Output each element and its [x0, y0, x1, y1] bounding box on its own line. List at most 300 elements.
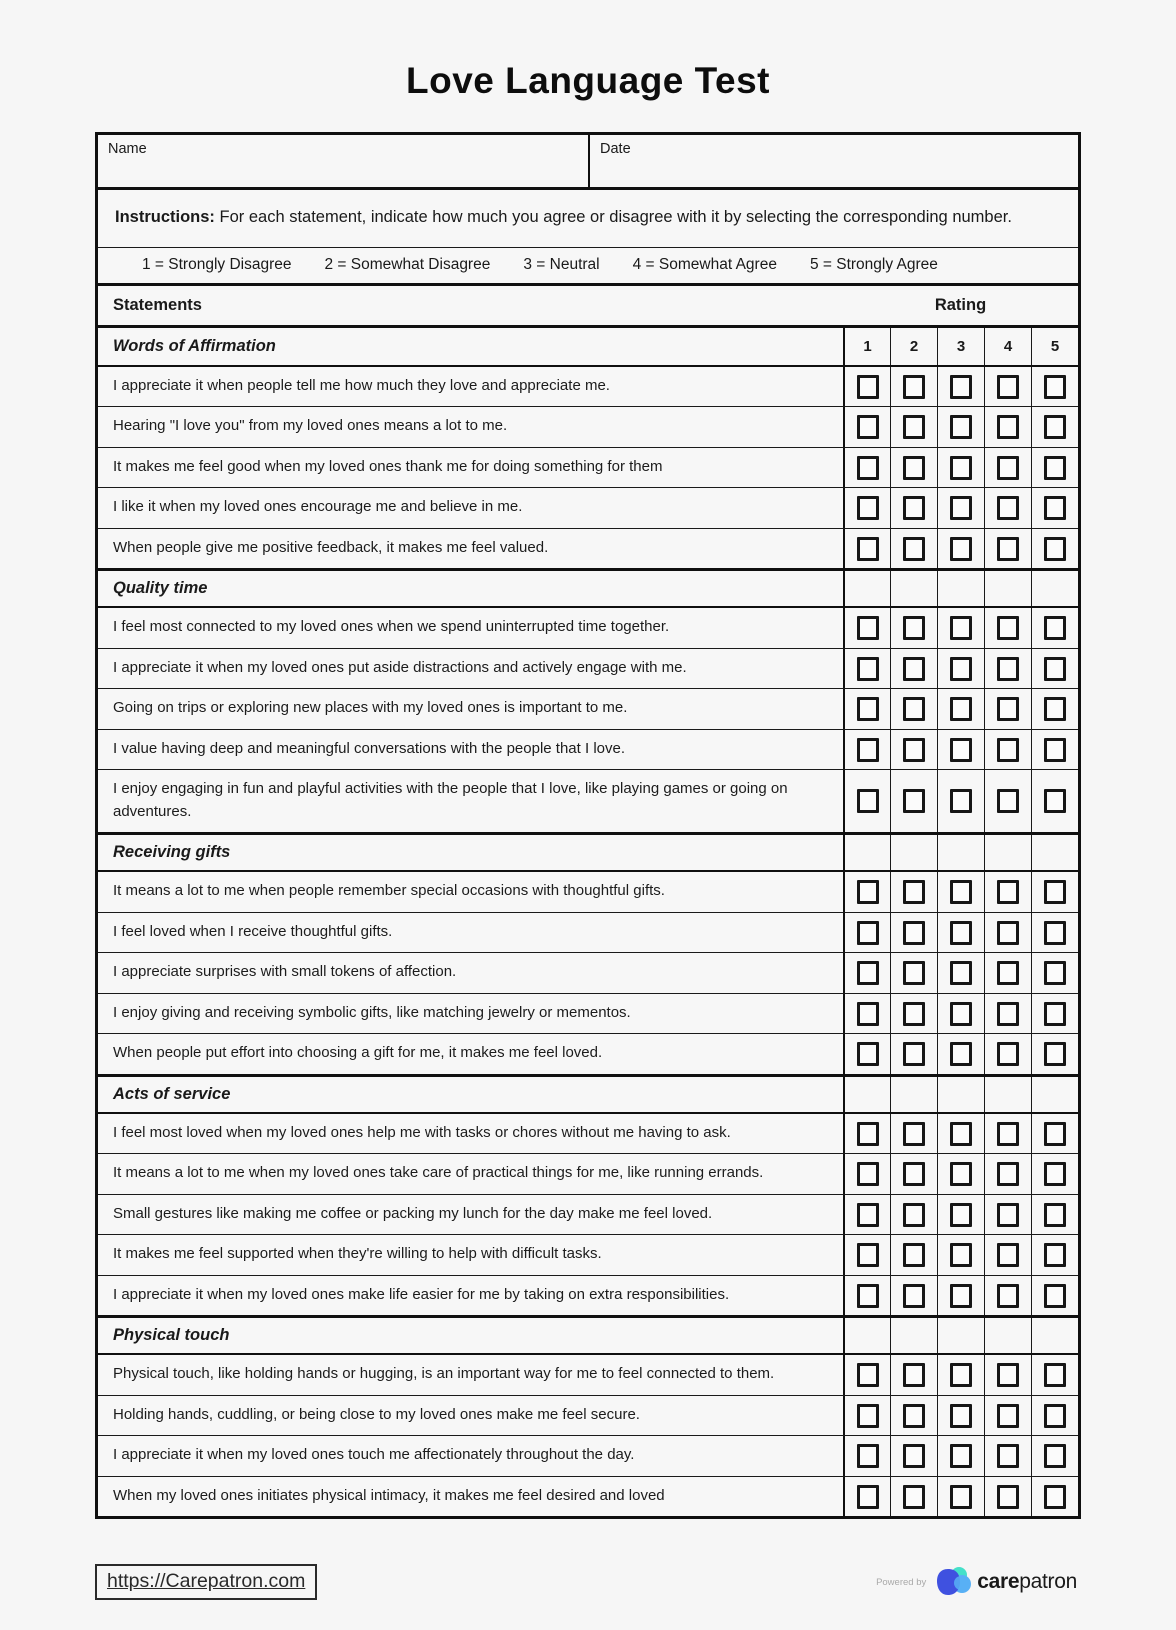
date-label: Date [600, 141, 631, 157]
rating-checkbox-4[interactable] [997, 1162, 1019, 1186]
rating-cell [890, 1396, 937, 1436]
rating-cell [984, 1276, 1031, 1316]
rating-checkbox-4[interactable] [997, 1363, 1019, 1387]
rating-cell [843, 1355, 890, 1395]
statement-text: I appreciate it when people tell me how much they love and appreciate me. [113, 376, 610, 394]
rating-checkbox-5[interactable] [1044, 415, 1066, 439]
statement-text: I appreciate it when my loved ones make life easier for me by taking on extra responsibilities. [113, 1285, 730, 1303]
statements-table-body [98, 328, 1078, 1517]
rating-checkbox-5[interactable] [1044, 1122, 1066, 1146]
statement-text: Holding hands, cuddling, or being close to my loved ones make me feel secure. [113, 1405, 640, 1423]
rating-cell [1031, 689, 1078, 729]
rating-cell [1031, 730, 1078, 770]
rating-cell [937, 608, 984, 648]
rating-cell [984, 872, 1031, 912]
rating-checkbox-2[interactable] [903, 1444, 925, 1468]
rating-checkbox-2[interactable] [903, 1243, 925, 1267]
rating-checkbox-4[interactable] [997, 1404, 1019, 1428]
rating-checkbox-3[interactable] [950, 375, 972, 399]
rating-cell [937, 407, 984, 447]
rating-cell [984, 608, 1031, 648]
rating-empty-cell [937, 835, 984, 870]
rating-checkbox-1[interactable] [857, 880, 879, 904]
rating-cell [984, 1355, 1031, 1395]
rating-cell [937, 448, 984, 488]
rating-checkbox-2[interactable] [903, 537, 925, 561]
rating-checkbox-5[interactable] [1044, 496, 1066, 520]
statement-text: Small gestures like making me coffee or packing my lunch for the day make me feel loved. [113, 1204, 713, 1222]
rating-cell [984, 488, 1031, 528]
rating-checkbox-3[interactable] [950, 880, 972, 904]
rating-cell [984, 1114, 1031, 1154]
rating-cell [984, 649, 1031, 689]
rating-number-header: 3 [937, 328, 984, 365]
rating-number-header: 1 [843, 328, 890, 365]
rating-cell [890, 367, 937, 407]
rating-checkbox-1[interactable] [857, 1002, 879, 1026]
name-label: Name [108, 141, 147, 157]
statement-row [98, 1194, 1078, 1235]
rating-cell [890, 1195, 937, 1235]
statement-row [98, 528, 1078, 569]
statement-text: It makes me feel good when my loved ones thank me for doing something for them [113, 457, 663, 475]
rating-checkbox-5[interactable] [1044, 1002, 1066, 1026]
section-title: Acts of service [113, 1084, 231, 1103]
rating-cell [937, 913, 984, 953]
rating-checkbox-2[interactable] [903, 415, 925, 439]
rating-checkbox-4[interactable] [997, 616, 1019, 640]
rating-checkbox-4[interactable] [997, 880, 1019, 904]
rating-checkbox-5[interactable] [1044, 1042, 1066, 1066]
rating-cell [843, 529, 890, 569]
rating-checkbox-5[interactable] [1044, 1243, 1066, 1267]
statement-row [98, 912, 1078, 953]
rating-cell [1031, 1436, 1078, 1476]
rating-cell [1031, 649, 1078, 689]
rating-cell [890, 1034, 937, 1074]
rating-checkbox-5[interactable] [1044, 880, 1066, 904]
rating-checkbox-5[interactable] [1044, 375, 1066, 399]
rating-cell [843, 1235, 890, 1275]
rating-cell [984, 1195, 1031, 1235]
rating-number-header: 4 [984, 328, 1031, 365]
rating-cell [984, 407, 1031, 447]
rating-checkbox-3[interactable] [950, 697, 972, 721]
statement-row [98, 487, 1078, 528]
rating-checkbox-5[interactable] [1044, 697, 1066, 721]
rating-cell [984, 953, 1031, 993]
rating-checkbox-4[interactable] [997, 1002, 1019, 1026]
statement-row [98, 1275, 1078, 1316]
rating-checkbox-1[interactable] [857, 1485, 879, 1509]
rating-checkbox-1[interactable] [857, 1363, 879, 1387]
rating-cell [843, 872, 890, 912]
carepatron-wordmark: carepatron [977, 1570, 1077, 1594]
rating-checkbox-5[interactable] [1044, 1203, 1066, 1227]
rating-checkbox-3[interactable] [950, 921, 972, 945]
rating-checkbox-1[interactable] [857, 1203, 879, 1227]
rating-cell [937, 994, 984, 1034]
statement-row [98, 1112, 1078, 1154]
rating-checkbox-5[interactable] [1044, 1404, 1066, 1428]
rating-cell [890, 1154, 937, 1194]
rating-cell [843, 1477, 890, 1517]
rating-cell [937, 1235, 984, 1275]
rating-checkbox-1[interactable] [857, 657, 879, 681]
rating-checkbox-2[interactable] [903, 1042, 925, 1066]
rating-checkbox-1[interactable] [857, 456, 879, 480]
rating-cell [937, 1436, 984, 1476]
rating-checkbox-1[interactable] [857, 537, 879, 561]
rating-checkbox-3[interactable] [950, 456, 972, 480]
rating-checkbox-3[interactable] [950, 415, 972, 439]
rating-checkbox-4[interactable] [997, 1122, 1019, 1146]
rating-checkbox-4[interactable] [997, 456, 1019, 480]
rating-checkbox-2[interactable] [903, 657, 925, 681]
rating-checkbox-5[interactable] [1044, 789, 1066, 813]
powered-by-block [876, 1566, 1081, 1598]
rating-empty-cell [937, 571, 984, 606]
statement-row [98, 1234, 1078, 1275]
section-header-row [98, 568, 1078, 606]
rating-cell [937, 529, 984, 569]
rating-cell [1031, 608, 1078, 648]
rating-checkbox-5[interactable] [1044, 657, 1066, 681]
statement-row [98, 648, 1078, 689]
rating-checkbox-3[interactable] [950, 1162, 972, 1186]
statement-row [98, 406, 1078, 447]
instructions-label: Instructions: [115, 208, 215, 226]
rating-checkbox-4[interactable] [997, 375, 1019, 399]
rating-checkbox-4[interactable] [997, 657, 1019, 681]
rating-cell [1031, 407, 1078, 447]
name-field[interactable] [98, 135, 588, 187]
rating-checkbox-3[interactable] [950, 616, 972, 640]
rating-cell [843, 1436, 890, 1476]
rating-checkbox-1[interactable] [857, 415, 879, 439]
name-date-row [98, 135, 1078, 190]
rating-cell [937, 488, 984, 528]
rating-checkbox-1[interactable] [857, 921, 879, 945]
rating-checkbox-2[interactable] [903, 1404, 925, 1428]
rating-checkbox-4[interactable] [997, 697, 1019, 721]
rating-cell [1031, 1034, 1078, 1074]
rating-checkbox-2[interactable] [903, 456, 925, 480]
rating-cell [1031, 913, 1078, 953]
rating-checkbox-2[interactable] [903, 1162, 925, 1186]
rating-cell [937, 689, 984, 729]
rating-checkbox-1[interactable] [857, 616, 879, 640]
rating-cell [1031, 448, 1078, 488]
rating-empty-cell [890, 571, 937, 606]
rating-checkbox-1[interactable] [857, 1162, 879, 1186]
rating-cell [843, 994, 890, 1034]
rating-cell [890, 1355, 937, 1395]
section-title: Receiving gifts [113, 843, 231, 862]
rating-checkbox-4[interactable] [997, 1203, 1019, 1227]
rating-empty-cell [1031, 1077, 1078, 1112]
rating-cell [1031, 1477, 1078, 1517]
rating-cell [1031, 1114, 1078, 1154]
rating-checkbox-1[interactable] [857, 375, 879, 399]
rating-checkbox-3[interactable] [950, 1203, 972, 1227]
rating-cell [890, 529, 937, 569]
rating-checkbox-1[interactable] [857, 697, 879, 721]
scale-item: 1 = Strongly Disagree [142, 255, 292, 273]
carepatron-link[interactable]: https://Carepatron.com [95, 1564, 317, 1600]
footer [95, 1564, 1081, 1600]
rating-checkbox-2[interactable] [903, 375, 925, 399]
rating-cell [843, 689, 890, 729]
statement-text: I value having deep and meaningful conversations with the people that I love. [113, 739, 626, 757]
rating-checkbox-4[interactable] [997, 1042, 1019, 1066]
document-page [95, 0, 1081, 1600]
rating-checkbox-4[interactable] [997, 738, 1019, 762]
rating-checkbox-1[interactable] [857, 1042, 879, 1066]
rating-checkbox-3[interactable] [950, 1363, 972, 1387]
rating-cell [890, 1235, 937, 1275]
rating-cell [937, 1477, 984, 1517]
rating-empty-cell [1031, 1318, 1078, 1353]
statement-row [98, 1033, 1078, 1074]
rating-empty-cell [984, 835, 1031, 870]
rating-empty-cell [890, 835, 937, 870]
carepatron-logo-icon [935, 1566, 971, 1598]
statement-row [98, 447, 1078, 488]
rating-checkbox-4[interactable] [997, 1284, 1019, 1308]
rating-checkbox-5[interactable] [1044, 738, 1066, 762]
rating-cell [1031, 1396, 1078, 1436]
rating-checkbox-2[interactable] [903, 1363, 925, 1387]
rating-checkbox-2[interactable] [903, 738, 925, 762]
rating-cell [890, 730, 937, 770]
rating-cell [890, 608, 937, 648]
rating-empty-cell [1031, 571, 1078, 606]
instructions [98, 190, 1078, 248]
rating-checkbox-1[interactable] [857, 496, 879, 520]
statement-text: It means a lot to me when my loved ones take care of practical things for me, like running errands. [113, 1164, 764, 1182]
rating-empty-cell [937, 1077, 984, 1112]
rating-checkbox-2[interactable] [903, 1485, 925, 1509]
rating-checkbox-3[interactable] [950, 738, 972, 762]
rating-checkbox-2[interactable] [903, 961, 925, 985]
rating-empty-cell [937, 1318, 984, 1353]
rating-checkbox-4[interactable] [997, 1485, 1019, 1509]
section-header-row [98, 328, 1078, 365]
rating-checkbox-3[interactable] [950, 789, 972, 813]
rating-checkbox-2[interactable] [903, 1122, 925, 1146]
carepatron-logo [935, 1566, 1077, 1598]
section-title: Words of Affirmation [113, 336, 276, 355]
statement-text: I appreciate surprises with small tokens of affection. [113, 963, 457, 981]
rating-cell [890, 1477, 937, 1517]
rating-checkbox-2[interactable] [903, 1203, 925, 1227]
rating-checkbox-3[interactable] [950, 1444, 972, 1468]
rating-checkbox-4[interactable] [997, 921, 1019, 945]
rating-checkbox-4[interactable] [997, 1444, 1019, 1468]
scale-item: 4 = Somewhat Agree [632, 255, 777, 273]
rating-cell [984, 1436, 1031, 1476]
rating-cell [843, 488, 890, 528]
rating-checkbox-4[interactable] [997, 496, 1019, 520]
date-field[interactable] [588, 135, 1078, 187]
rating-checkbox-1[interactable] [857, 1243, 879, 1267]
rating-checkbox-1[interactable] [857, 738, 879, 762]
rating-checkbox-2[interactable] [903, 789, 925, 813]
rating-checkbox-3[interactable] [950, 1002, 972, 1026]
rating-checkbox-3[interactable] [950, 1404, 972, 1428]
statement-row [98, 1353, 1078, 1395]
statement-row [98, 688, 1078, 729]
rating-checkbox-1[interactable] [857, 1404, 879, 1428]
rating-cell [937, 1396, 984, 1436]
rating-cell [984, 448, 1031, 488]
rating-checkbox-3[interactable] [950, 496, 972, 520]
statement-text: I feel most loved when my loved ones help me with tasks or chores without me having to ask. [113, 1123, 731, 1141]
statement-text: Hearing "I love you" from my loved ones means a lot to me. [113, 417, 508, 435]
page-title: Love Language Test [406, 60, 770, 101]
rating-cell [1031, 367, 1078, 407]
rating-cell [984, 994, 1031, 1034]
statement-text: It means a lot to me when people remember special occasions with thoughtful gifts. [113, 882, 665, 900]
rating-checkbox-1[interactable] [857, 1444, 879, 1468]
statement-row [98, 870, 1078, 912]
rating-checkbox-3[interactable] [950, 1243, 972, 1267]
rating-cell [890, 1276, 937, 1316]
rating-checkbox-5[interactable] [1044, 1284, 1066, 1308]
rating-cell [890, 1436, 937, 1476]
rating-checkbox-5[interactable] [1044, 921, 1066, 945]
rating-empty-cell [843, 1077, 890, 1112]
rating-checkbox-5[interactable] [1044, 961, 1066, 985]
rating-cell [937, 649, 984, 689]
rating-cell [890, 407, 937, 447]
rating-checkbox-4[interactable] [997, 1243, 1019, 1267]
statement-text: I like it when my loved ones encourage me and believe in me. [113, 498, 523, 516]
rating-checkbox-2[interactable] [903, 616, 925, 640]
statement-text: It makes me feel supported when they're willing to help with difficult tasks. [113, 1245, 602, 1263]
rating-cell [1031, 1195, 1078, 1235]
rating-checkbox-4[interactable] [997, 415, 1019, 439]
section-title: Physical touch [113, 1326, 230, 1345]
rating-checkbox-3[interactable] [950, 1122, 972, 1146]
rating-checkbox-4[interactable] [997, 961, 1019, 985]
statement-text: When people give me positive feedback, it makes me feel valued. [113, 538, 549, 556]
rating-cell [984, 1034, 1031, 1074]
rating-checkbox-5[interactable] [1044, 537, 1066, 561]
rating-cell [1031, 1276, 1078, 1316]
rating-cell [843, 953, 890, 993]
rating-empty-cell [984, 1318, 1031, 1353]
rating-cell [890, 913, 937, 953]
rating-cell [843, 608, 890, 648]
statement-text: When my loved ones initiates physical intimacy, it makes me feel desired and loved [113, 1486, 665, 1504]
rating-checkbox-5[interactable] [1044, 456, 1066, 480]
statements-column-header: Statements [113, 295, 202, 314]
statement-row [98, 606, 1078, 648]
rating-cell [984, 730, 1031, 770]
rating-cell [937, 953, 984, 993]
rating-cell [890, 448, 937, 488]
rating-checkbox-3[interactable] [950, 537, 972, 561]
rating-checkbox-2[interactable] [903, 697, 925, 721]
rating-checkbox-1[interactable] [857, 1122, 879, 1146]
table-header [98, 286, 1078, 328]
rating-cell [843, 1034, 890, 1074]
rating-checkbox-1[interactable] [857, 961, 879, 985]
statement-text: When people put effort into choosing a gift for me, it makes me feel loved. [113, 1044, 603, 1062]
rating-checkbox-4[interactable] [997, 537, 1019, 561]
rating-cell [843, 448, 890, 488]
statement-row [98, 993, 1078, 1034]
instructions-text: For each statement, indicate how much you agree or disagree with it by selecting the corresponding number. [214, 208, 1012, 226]
rating-checkbox-3[interactable] [950, 1284, 972, 1308]
statement-text: Going on trips or exploring new places with my loved ones is important to me. [113, 699, 628, 717]
statement-text: I appreciate it when my loved ones put aside distractions and actively engage with me. [113, 658, 687, 676]
rating-cell [1031, 1154, 1078, 1194]
section-header-row [98, 1074, 1078, 1112]
rating-checkbox-2[interactable] [903, 1002, 925, 1026]
rating-checkbox-5[interactable] [1044, 1363, 1066, 1387]
rating-checkbox-3[interactable] [950, 1042, 972, 1066]
rating-column-header: Rating [934, 295, 987, 314]
rating-cell [984, 529, 1031, 569]
rating-cell [937, 872, 984, 912]
statement-row [98, 952, 1078, 993]
section-title: Quality time [113, 579, 208, 598]
rating-number-header: 2 [890, 328, 937, 365]
rating-cell [937, 1195, 984, 1235]
rating-checkbox-3[interactable] [950, 961, 972, 985]
rating-checkbox-5[interactable] [1044, 616, 1066, 640]
statement-text: I enjoy engaging in fun and playful activities with the people that I love, like playing games or going on adventures. [113, 780, 788, 820]
rating-checkbox-2[interactable] [903, 921, 925, 945]
rating-checkbox-5[interactable] [1044, 1485, 1066, 1509]
statement-text: I feel most connected to my loved ones when we spend uninterrupted time together. [113, 618, 670, 636]
statement-text: I enjoy giving and receiving symbolic gifts, like matching jewelry or mementos. [113, 1003, 631, 1021]
rating-checkbox-2[interactable] [903, 1284, 925, 1308]
rating-checkbox-2[interactable] [903, 496, 925, 520]
rating-cell [984, 1396, 1031, 1436]
rating-cell [1031, 994, 1078, 1034]
scale-item: 5 = Strongly Agree [809, 255, 938, 273]
rating-cell [890, 1114, 937, 1154]
rating-cell [937, 1114, 984, 1154]
statement-row [98, 1435, 1078, 1476]
rating-checkbox-3[interactable] [950, 657, 972, 681]
rating-checkbox-1[interactable] [857, 789, 879, 813]
rating-checkbox-5[interactable] [1044, 1444, 1066, 1468]
rating-cell [890, 872, 937, 912]
rating-checkbox-4[interactable] [997, 789, 1019, 813]
rating-cell [984, 1235, 1031, 1275]
rating-cell [1031, 1235, 1078, 1275]
rating-empty-cell [843, 571, 890, 606]
rating-cell [937, 1355, 984, 1395]
rating-checkbox-1[interactable] [857, 1284, 879, 1308]
rating-empty-cell [984, 1077, 1031, 1112]
rating-cell [843, 1114, 890, 1154]
statement-row [98, 769, 1078, 832]
rating-checkbox-3[interactable] [950, 1485, 972, 1509]
rating-cell [890, 488, 937, 528]
statement-text: I appreciate it when my loved ones touch me affectionately throughout the day. [113, 1446, 635, 1464]
rating-cell [843, 1154, 890, 1194]
rating-checkbox-2[interactable] [903, 880, 925, 904]
rating-empty-cell [890, 1077, 937, 1112]
rating-checkbox-5[interactable] [1044, 1162, 1066, 1186]
rating-cell [937, 1034, 984, 1074]
